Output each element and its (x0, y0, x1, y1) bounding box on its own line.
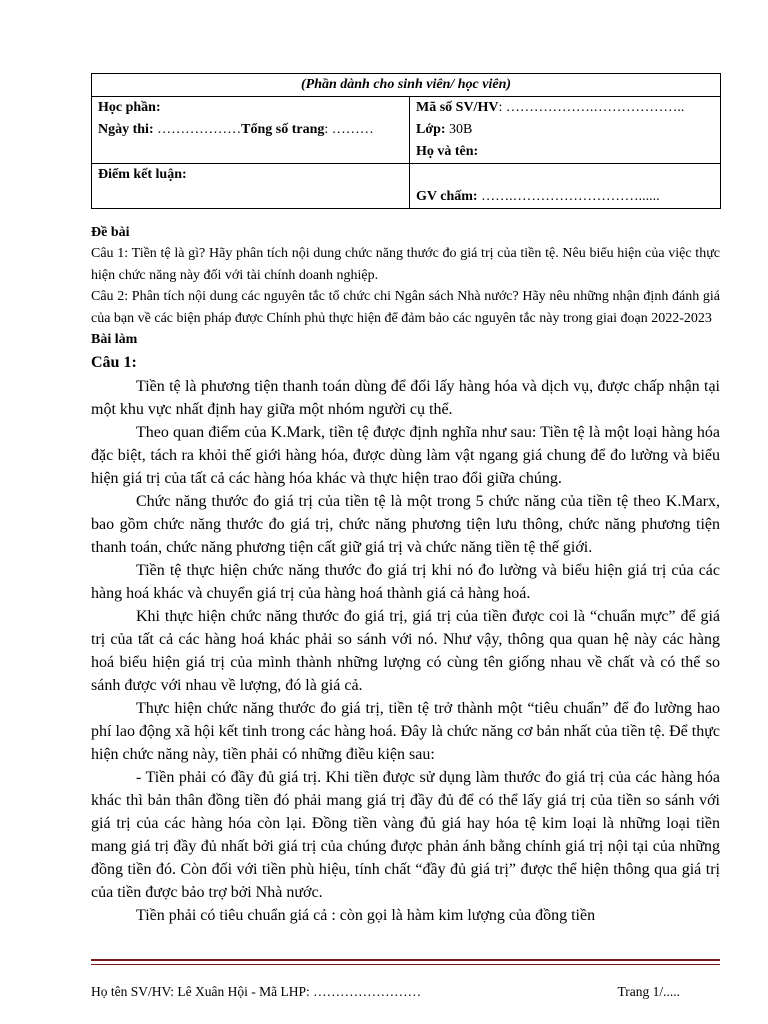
answer-paragraph: Khi thực hiện chức năng thước đo giá trị, giá trị của tiền được coi là “chuẩn mực” để giá trị của tất cả các hàng hoá khác phải so sánh với nó. Như vậy, thông qua quan hệ này các hàng hoá biểu hiện giá trị của mình thành những lượng có cùng tên giống nhau về chất và có thể so sánh được với nhau về lượng, đó là giá cả. (91, 608, 720, 694)
footer-divider-thin (91, 964, 720, 965)
page-number: Trang 1/..... (617, 984, 680, 999)
answer-paragraph: Theo quan điểm của K.Mark, tiền tệ được định nghĩa như sau: Tiền tệ là một loại hàng hóa đặc biệt, tách ra khỏi thế giới hàng hóa, được dùng làm vật ngang giá chung để đo lường và biểu hiện giá trị của tất cả các hàng hóa khác và thực hiện trao đổi giữa chúng. (91, 424, 720, 487)
lop-value: 30B (445, 122, 473, 137)
tong-so-trang-label: Tổng số trang (241, 122, 325, 137)
answer-paragraph: Tiền phải có tiêu chuẩn giá cả : còn gọi là hàm kim lượng của đồng tiền (136, 907, 596, 924)
tong-so-trang-field: : ……… (324, 122, 374, 137)
answer-paragraph: Thực hiện chức năng thước đo giá trị, tiền tệ trở thành một “tiêu chuẩn” để đo lường hao phí lao động xã hội kết tinh trong các hàng hoá. Đây là chức năng cơ bản nhất của tiền tệ. Để thực hiện chức năng này, tiền phải có những điều kiện sau: (91, 700, 720, 763)
table-right-info (410, 97, 721, 164)
diem-label: Điểm kết luận: (98, 167, 187, 182)
de-bai-heading: Đề bài (91, 225, 130, 240)
bai-lam-heading: Bài làm (91, 332, 138, 347)
ma-so-field: : ……………….……………….. (498, 100, 685, 115)
table-header: (Phần dành cho sinh viên/ học viên) (92, 74, 721, 97)
diem-cell (92, 164, 410, 209)
ho-ten-label: Họ và tên: (416, 144, 479, 159)
hoc-phan-label: Học phần: (98, 100, 161, 115)
answer-paragraph: Chức năng thước đo giá trị của tiền tệ là một trong 5 chức năng của tiền tệ theo K.Marx, bao gồm chức năng thước đo giá trị, chức năng phương tiện lưu thông, chức năng phương tiện thanh toán, chức năng phương tiện cất giữ giá trị và chức năng tiền tệ thế giới. (91, 493, 720, 556)
cau-1-heading: Câu 1: (91, 354, 137, 371)
answer-paragraph: - Tiền phải có đầy đủ giá trị. Khi tiền được sử dụng làm thước đo giá trị của các hàng hóa khác thì bản thân đồng tiền đó phải mang giá trị đầy đủ để có thể lấy giá trị của tiền so sánh với giá trị của các hàng hóa còn lại. Đồng tiền vàng đủ giá hay hóa tệ kim loại là những loại tiền mang giá trị đầy đủ nhất bởi giá trị của chúng được phản ánh bằng chính giá trị nội tại của những đồng tiền đó. Còn đối với tiền phù hiệu, tính chất “đầy đủ giá trị” được thể hiện thông qua giá trị của tiền được bảo trợ bởi Nhà nước. (91, 769, 720, 901)
answer-paragraph: Tiền tệ thực hiện chức năng thước đo giá trị khi nó đo lường và biểu hiện giá trị của các hàng hoá khác và chuyển giá trị của hàng hoá thành giá cả hàng hoá. (91, 562, 720, 602)
lop-label: Lớp: (416, 122, 446, 137)
table-left-info (92, 97, 410, 164)
page-footer (91, 984, 720, 1000)
student-info-table (91, 73, 721, 209)
ngay-thi-label: Ngày thi: (98, 122, 154, 137)
footer-divider (91, 959, 720, 961)
gv-cham-field: …….………………………...... (477, 189, 660, 204)
ma-so-label: Mã số SV/HV (416, 100, 499, 115)
question-2: Câu 2: Phân tích nội dung các nguyên tắc tổ chức chi Ngân sách Nhà nước? Hãy nêu những nhận định đánh giá của bạn về các biện pháp được Chính phủ thực hiện để đảm bảo các nguyên tắc này trong giai đoạn 2022-2023 (91, 289, 720, 326)
document-body (91, 222, 720, 927)
gv-cham-label: GV chấm: (416, 189, 478, 204)
answer-paragraph: Tiền tệ là phương tiện thanh toán dùng để đổi lấy hàng hóa và dịch vụ, được chấp nhận tại một khu vực nhất định hay giữa một nhóm người cụ thể. (91, 378, 720, 418)
footer-student-info: Họ tên SV/HV: Lê Xuân Hội - Mã LHP: …………………… (91, 984, 422, 999)
gv-cham-cell (410, 164, 721, 209)
question-1: Câu 1: Tiền tệ là gì? Hãy phân tích nội dung chức năng thước đo giá trị của tiền tệ. Nêu biểu hiện của việc thực hiện chức năng này đối với tài chính doanh nghiệp. (91, 246, 720, 283)
ngay-thi-field: ……………… (153, 122, 242, 137)
